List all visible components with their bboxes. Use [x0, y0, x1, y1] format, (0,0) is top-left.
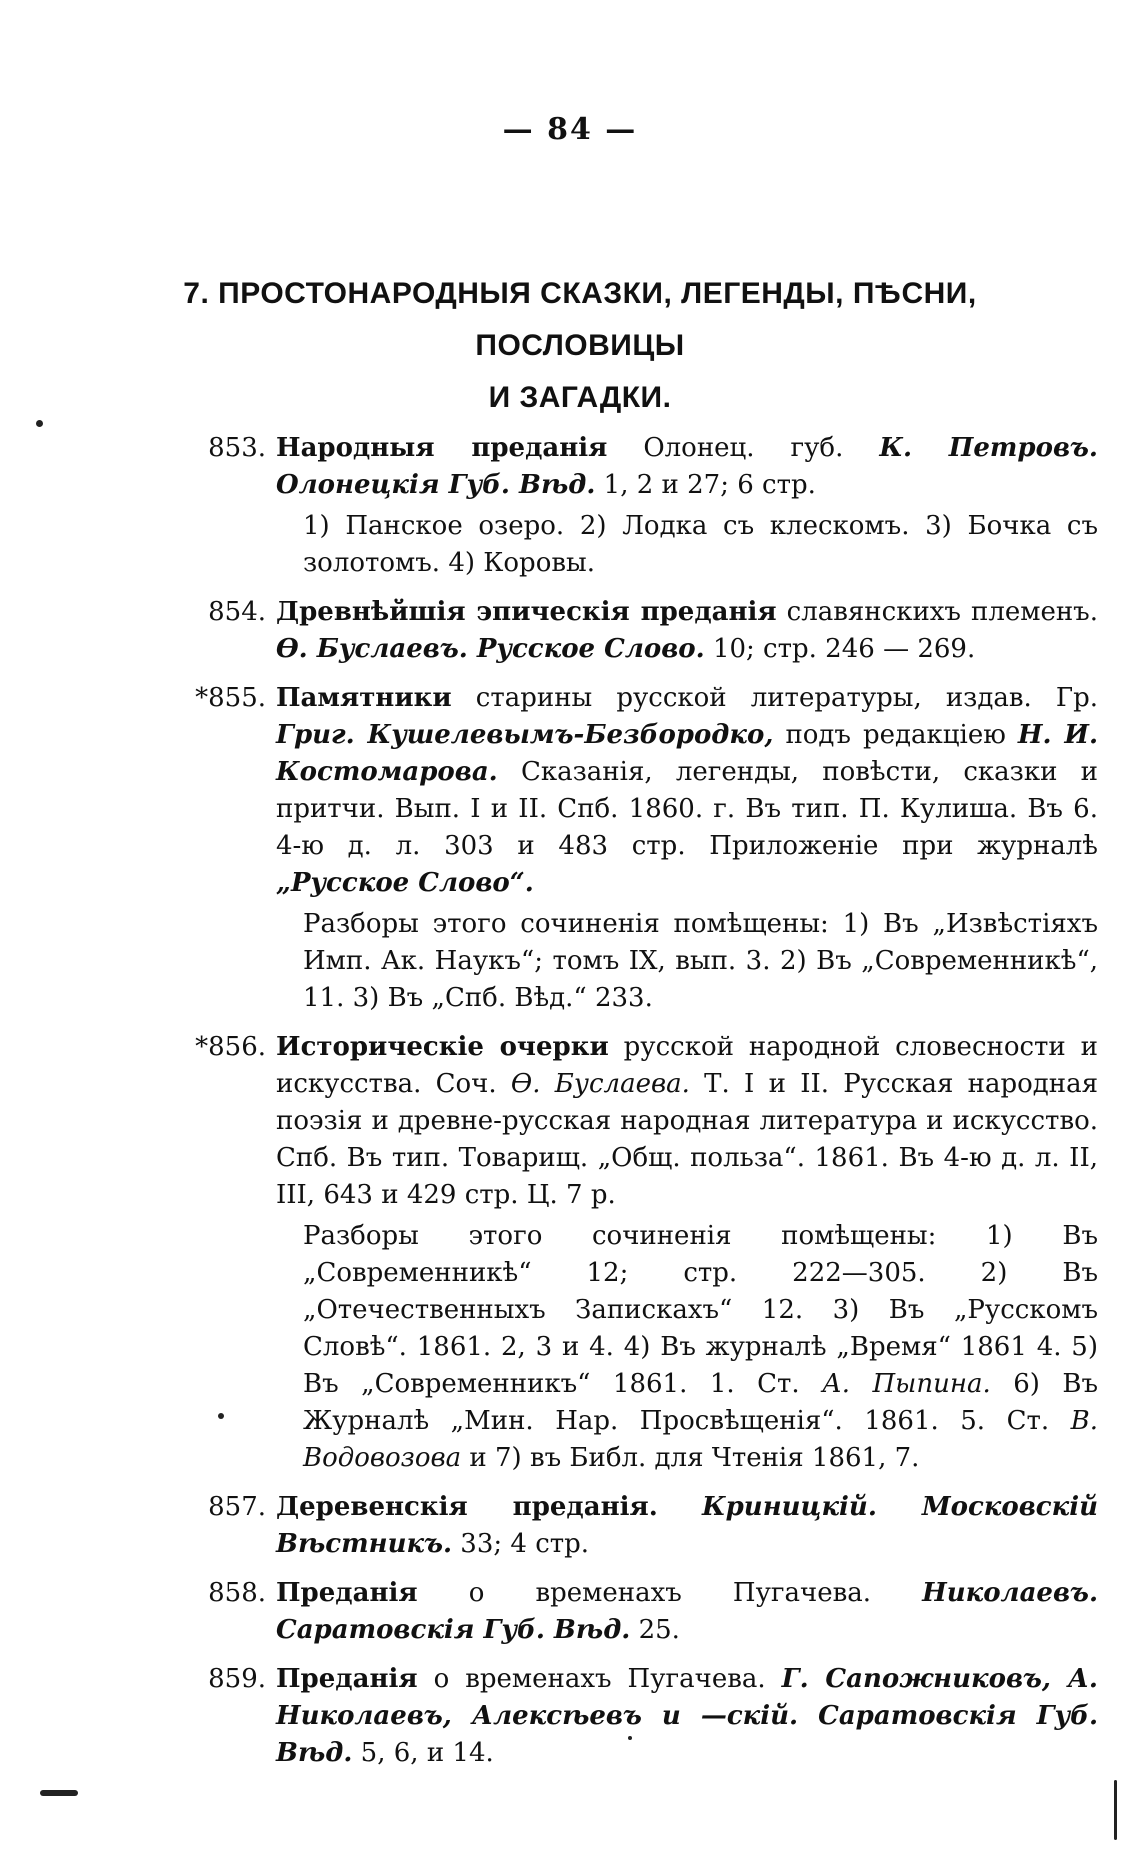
entry-journal: „Русское Слово“. [276, 868, 534, 898]
entry-857 [188, 1489, 1098, 1563]
entry-text: о временахъ Пугачева. [417, 1664, 782, 1694]
page-number: — 84 — [502, 112, 638, 147]
bibliography-list [188, 430, 1098, 1784]
entry-text: славянскихъ племенъ. [776, 597, 1098, 627]
entry-number: *855. [195, 683, 266, 713]
note-text: 6) Въ Журналѣ „Мин. Нар. Просвѣщенія“. 1861. 5. Ст. [303, 1369, 1098, 1436]
entry-number: 854. [208, 597, 266, 627]
entry-856 [188, 1029, 1098, 1477]
entry-title: Памятники [276, 683, 452, 713]
entry-author: Ѳ. Буслаевъ. Русское Слово. [276, 634, 705, 664]
entry-title: Преданія [276, 1578, 418, 1608]
entry-855 [188, 680, 1098, 1017]
note-text: и 7) въ Библ. для Чтенія 1861, 7. [461, 1443, 920, 1473]
entry-note [303, 1218, 1098, 1477]
entry-text: 33; 4 стр. [452, 1529, 590, 1559]
entry-number: 853. [208, 433, 266, 463]
entry-text: русской народной словесности и искусства. Соч. [276, 1032, 1098, 1099]
entry-title: Народныя преданія [276, 433, 608, 463]
entry-text: 5, 6, и 14. [352, 1738, 494, 1768]
entry-author: Ѳ. Буслаева. [510, 1069, 690, 1099]
scan-speck [1114, 1780, 1117, 1840]
section-title-line2: И ЗАГАДКИ. [488, 381, 672, 414]
entry-text: о временахъ Пугачева. [417, 1578, 923, 1608]
entry-author: Григ. Кушелевымъ-Безбородко, [276, 720, 774, 750]
entry-body [276, 1029, 1098, 1477]
entry-body [276, 1661, 1098, 1772]
section-title-line1: 7. ПРОСТОНАРОДНЫЯ СКАЗКИ, ЛЕГЕНДЫ, ПѢСНИ, ПОСЛОВИЦЫ [183, 277, 977, 362]
entry-text [658, 1492, 702, 1522]
entry-text: 25. [630, 1615, 680, 1645]
entry-author: Криницкій. Московскій Вѣстникъ. [276, 1492, 1099, 1559]
entry-text: 1, 2 и 27; 6 стр. [595, 470, 816, 500]
section-title [170, 268, 990, 424]
entry-note: Разборы этого сочиненія помѣщены: 1) Въ „Извѣстіяхъ Имп. Ак. Наукъ“; томъ IX, вып. 3. 2) Въ „Современникѣ“, 11. 3) Въ „Спб. Вѣд.“ 233. [303, 909, 1098, 1013]
note-critic: А. Пыпина. [822, 1369, 991, 1399]
entry-title: Преданія [276, 1664, 418, 1694]
scan-speck [36, 420, 43, 427]
entry-body [276, 1575, 1098, 1649]
entry-body [276, 594, 1098, 668]
entry-number: 859. [208, 1664, 266, 1694]
note-critic: В. Водовозова [303, 1406, 1098, 1473]
scan-speck [628, 1736, 632, 1740]
entry-editor: Н. И. Костомарова. [276, 720, 1098, 787]
note-text: Разборы этого сочиненія помѣщены: 1) Въ „Современникѣ“ 12; стр. 222—305. 2) Въ „Отечественныхъ Запискахъ“ 12. 3) Въ „Русскомъ Словѣ“. 1861. 2, 3 и 4. 4) Въ журналѣ „Время“ 1861 4. 5) Въ „Современникъ“ 1861. 1. Ст. [303, 1221, 1098, 1399]
entry-853 [188, 430, 1098, 582]
entry-author: Г. Сапожниковъ, А. Николаевъ, Алексѣевъ и —скій. Саратовскія Губ. Вѣд. [276, 1664, 1098, 1768]
entry-858 [188, 1575, 1098, 1649]
entry-number: 857. [208, 1492, 266, 1522]
entry-859 [188, 1661, 1098, 1772]
scan-speck [40, 1790, 78, 1796]
entry-number: 858. [208, 1578, 266, 1608]
entry-854 [188, 594, 1098, 668]
entry-text: подъ редакціею [773, 720, 1018, 750]
entry-title: Древнѣйшія эпическія преданія [276, 597, 777, 627]
entry-author: К. Петровъ. Олонецкія Губ. Вѣд. [276, 433, 1098, 500]
entry-title: Деревенскія преданія. [276, 1492, 658, 1522]
entry-text: Сказанія, легенды, повѣсти, сказки и притчи. Вып. I и II. Спб. 1860. г. Въ тип. П. Кулиша. Въ 6. 4-ю д. л. 303 и 483 стр. Приложеніе при журналѣ [276, 757, 1098, 861]
entry-text: Олонец. губ. [607, 433, 880, 463]
entry-text: старины русской литературы, издав. Гр. [451, 683, 1098, 713]
entry-text: Т. I и II. Русская народная поэзія и древне-русская народная литература и искусство. Спб. Въ тип. Товарищ. „Общ. польза“. 1861. Въ 4-ю д. л. II, III, 643 и 429 стр. Ц. 7 р. [276, 1069, 1098, 1210]
entry-title: Историческіе очерки [276, 1032, 609, 1062]
entry-author: Николаевъ. Саратовскія Губ. Вѣд. [276, 1578, 1098, 1645]
entry-body [276, 1489, 1098, 1563]
entry-text: 10; стр. 246 — 269. [704, 634, 976, 664]
entry-note: 1) Панское озеро. 2) Лодка съ клескомъ. 3) Бочка съ золотомъ. 4) Коровы. [303, 511, 1098, 578]
entry-body [276, 680, 1098, 1017]
scan-speck [218, 1413, 224, 1419]
entry-number: *856. [195, 1032, 266, 1062]
entry-body [276, 430, 1098, 582]
